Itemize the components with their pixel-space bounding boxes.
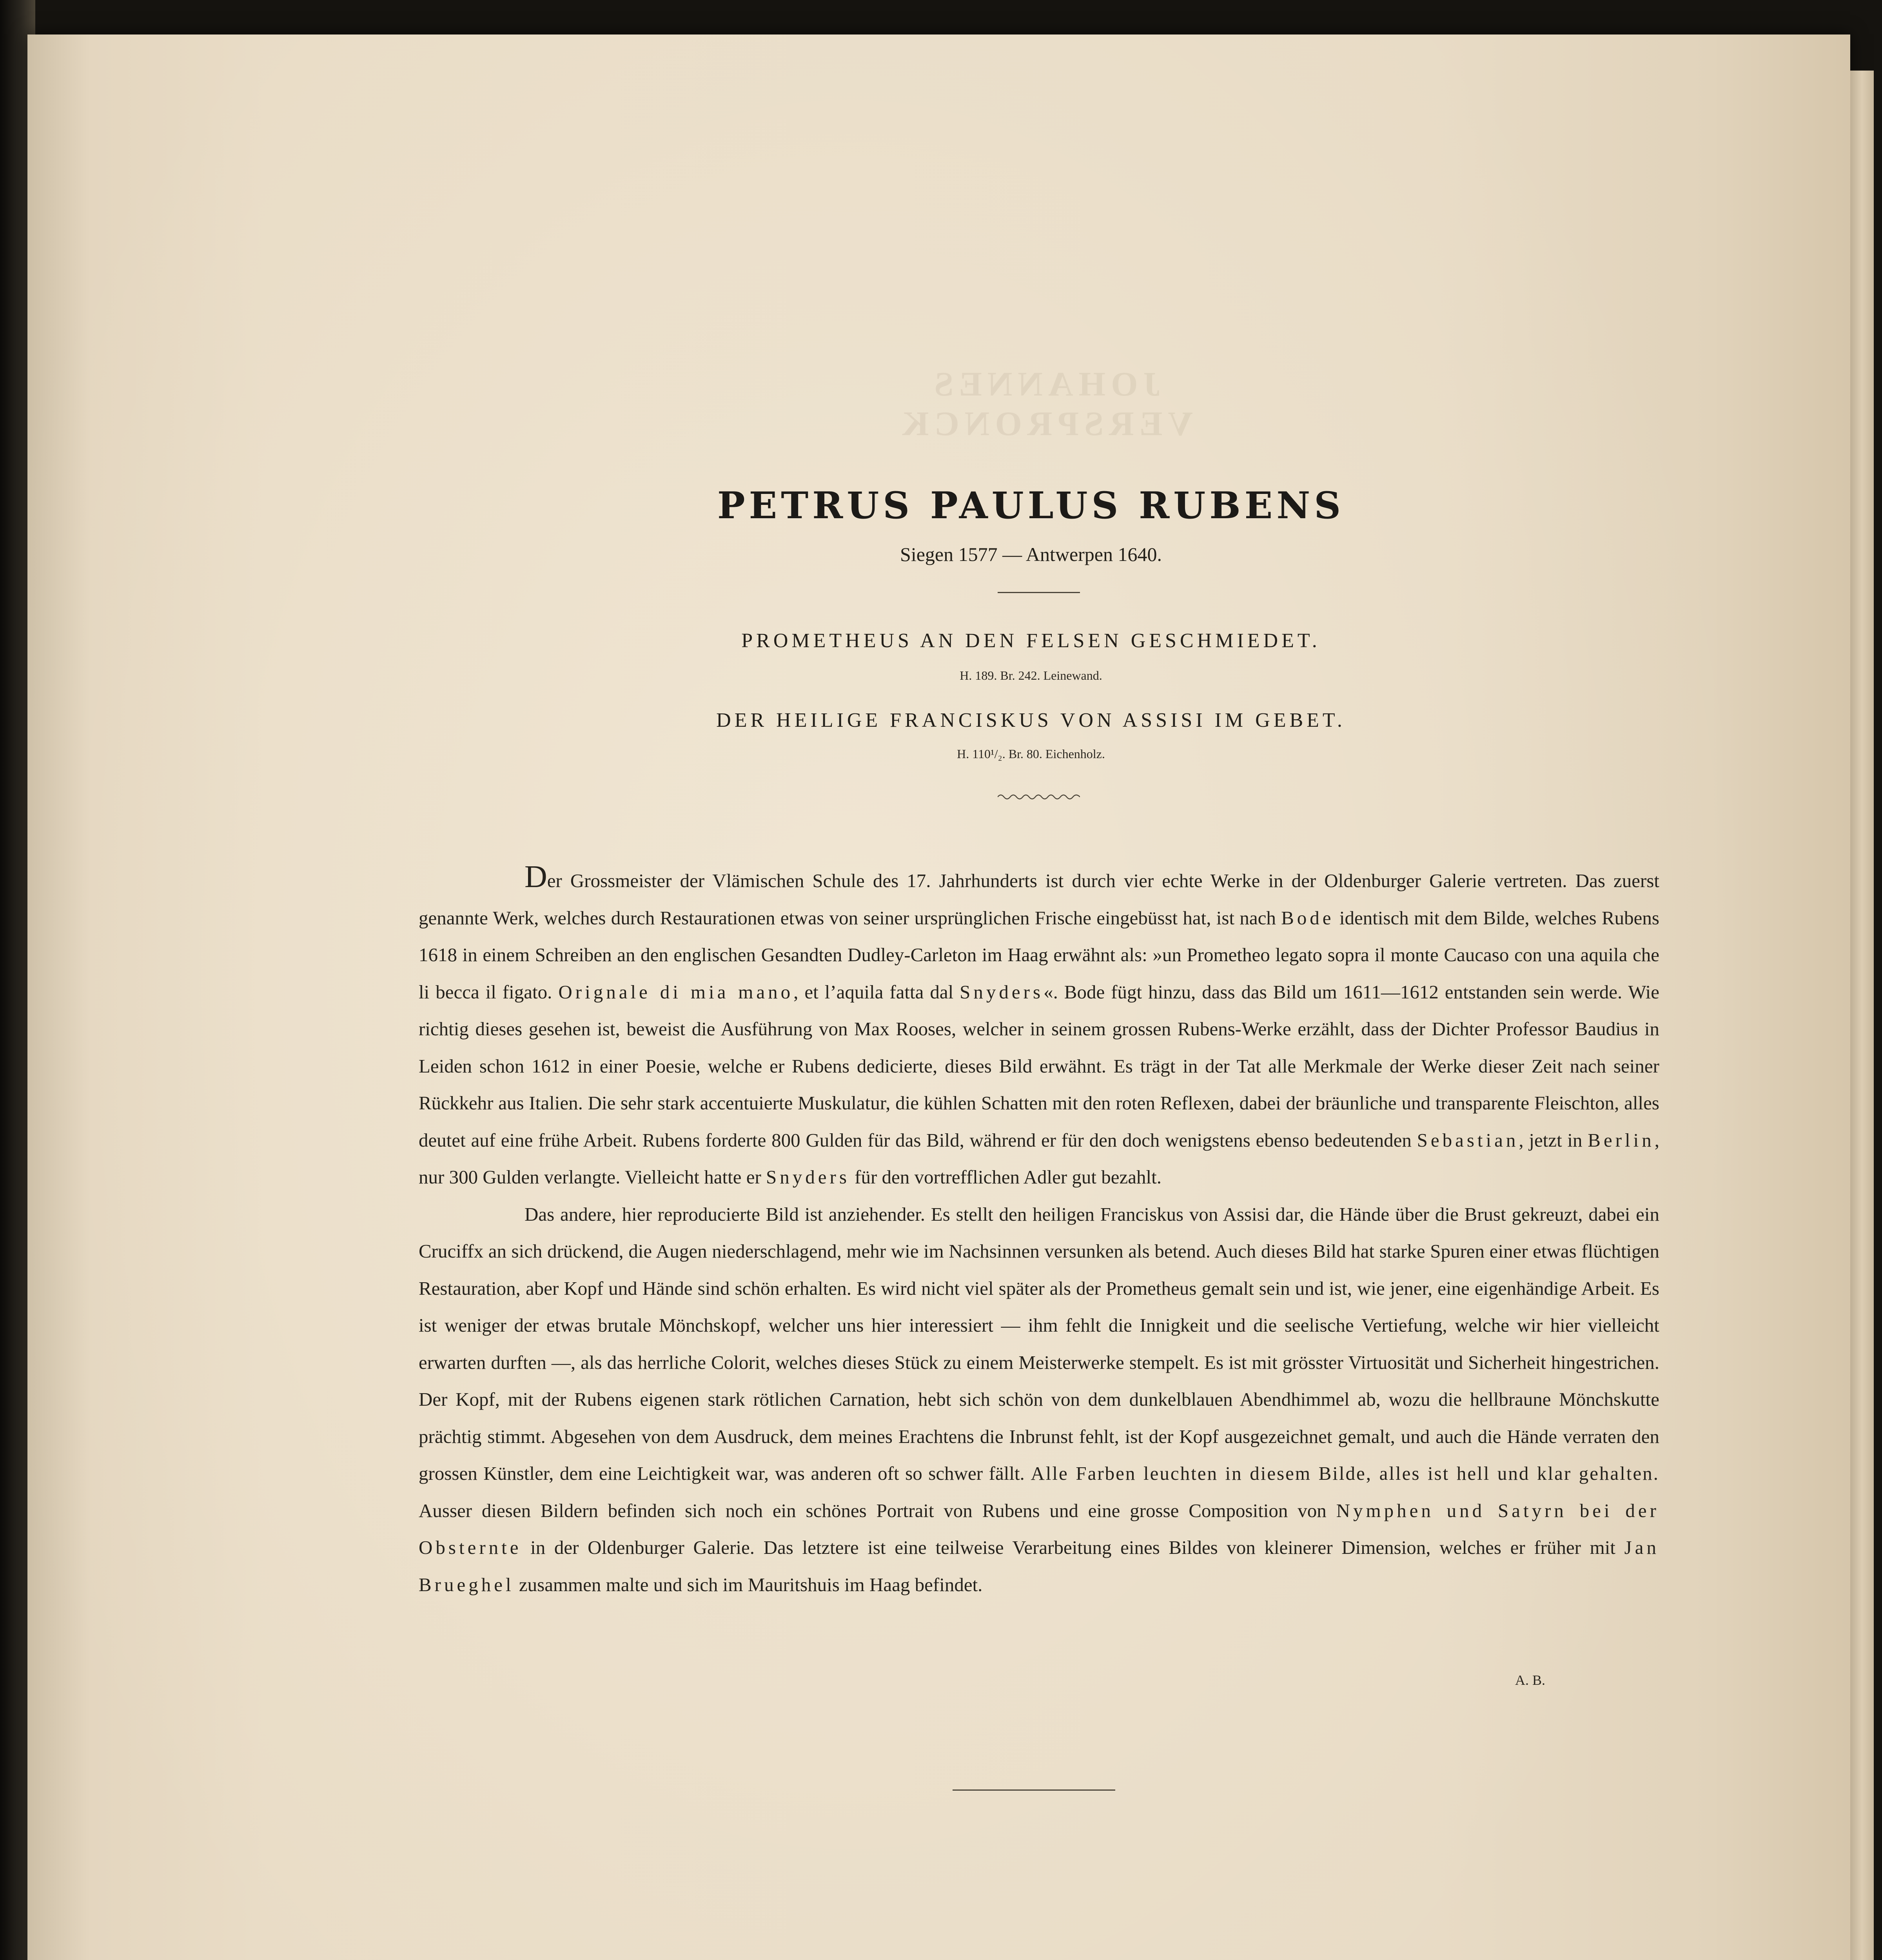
spaced-name: Bode	[1281, 907, 1334, 929]
paragraph-franciskus	[419, 1196, 1659, 1604]
text-run: Das andere, hier reproducierte Bild ist anziehender. Es stellt den heiligen Franciskus von Assisi dar, die Hände über die Brust gekreuzt, dabei ein Cruciffx an sich drückend, die Augen niederschlagend, mehr wie im Nachsinnen versunken als betend. Auch dieses Bild hat starke Spuren einer etwas flüchtigen Restauration, aber Kopf und Hände sind schön erhalten. Es wird nicht viel später als der Prometheus gemalt sein und ist, wie jener, eine eigenhändige Arbeit. Es ist weniger der etwas brutale Mönchskopf, welcher uns hier interessiert — ihm fehlt die Innigkeit und die seelische Vertiefung, welche wir hier vielleicht erwarten durften —, als das herrliche Colorit, welches dieses Stück zu einem Meisterwerke stempelt. Es ist mit grösster Virtuosität und Sicherheit hingestrichen. Der Kopf, mit der Rubens eigenen stark rötlichen Carnation, hebt sich schön von dem dunkelblauen Abendhimmel ab, wozu die hellbraune Mönchskutte prächtig stimmt. Abgesehen von dem Ausdruck, dem meines Erachtens die Inbrunst fehlt, ist der Kopf ausgezeichnet gemalt, und auch die Hände verraten den grossen Künstler, dem eine Leichtigkeit war, was anderen oft so schwer fällt.	[419, 1203, 1659, 1484]
text-run: zusammen malte und sich im Mauritshuis im Haag befindet.	[514, 1573, 983, 1595]
work-title-franciskus: DER HEILIGE FRANCISKUS VON ASSISI IM GEBET.	[716, 709, 1346, 731]
spaced-title: Nymphen und Satyrn bei der Obsternte	[419, 1499, 1659, 1558]
text-run: «. Bode fügt hinzu, dass das Bild um 1611—1612 entstanden sein werde. Wie richtig dieses gesehen ist, beweist die Ausführung von Max Rooses, welcher in seinem grossen Rubens-Werke erzählt, dass der Dichter Professor Baudius in Leiden schon 1612 in einer Poesie, welche er Rubens dedicierte, dieses Bild erwähnt. Es trägt in der Tat alle Merkmale der Werke dieser Zeit nach seiner Rückkehr aus Italien. Die sehr stark accentuierte Muskulatur, die kühlen Schatten mit den roten Reflexen, dabei der bräunliche und transparente Fleischton, alles deutet auf eine frühe Arbeit. Rubens forderte 800 Gulden für das Bild, während er für den doch wenigstens ebenso bedeutenden	[419, 981, 1659, 1151]
paragraph-prometheus	[419, 862, 1659, 1196]
title-divider	[998, 592, 1080, 593]
text-run: , et l’aquila fatta dal	[793, 981, 960, 1003]
page-title: PETRUS PAULUS RUBENS	[717, 484, 1345, 527]
text-run: für den vortrefflichen Adler gut bezahlt.	[849, 1166, 1162, 1188]
next-page-edge	[1850, 71, 1874, 1960]
work-meta-prometheus: H. 189. Br. 242. Leinewand.	[960, 668, 1102, 682]
spaced-name: Sebastian	[1417, 1129, 1519, 1151]
text-run: in der Oldenburger Galerie. Das letztere ist eine teilweise Verarbeitung eines Bildes von kleinerer Dimension, welches er früher mit	[521, 1537, 1624, 1558]
text-run: , jetzt in	[1519, 1129, 1588, 1151]
work-title-prometheus: PROMETHEUS AN DEN FELSEN GESCHMIEDET.	[741, 630, 1321, 652]
drop-cap: D	[524, 860, 547, 894]
end-divider	[953, 1789, 1115, 1791]
article-body	[419, 862, 1659, 1603]
bleed-through-text: JOHANNES VERSPRONCK	[896, 365, 1193, 443]
spaced-quote: Orignale di mia mano	[558, 981, 794, 1003]
artist-dates: Siegen 1577 — Antwerpen 1640.	[900, 543, 1162, 565]
text-run: identisch mit dem Bilde, welches Rubens 1618 in einem Schreiben an den englischen Gesandten Dudley-Carleton im Haag erwähnt als: »un Prometheo legato sopra il monte Caucaso con una aquila che li becca il figato.	[419, 907, 1659, 1003]
spaced-name: Jan Brueghel	[419, 1537, 1659, 1595]
text-run: , nur 300 Gulden verlangte. Vielleicht hatte er	[419, 1129, 1659, 1188]
spaced-name: Snyders	[766, 1166, 850, 1188]
spaced-name: Snyders	[960, 981, 1044, 1003]
wavy-ornament	[998, 791, 1080, 803]
author-initials: A. B.	[1515, 1672, 1546, 1688]
work-meta-franciskus: H. 110¹/₂. Br. 80. Eichenholz.	[957, 747, 1105, 761]
spaced-name: Berlin	[1588, 1129, 1655, 1151]
spaced-phrase: Alle Farben leuchten in diesem Bilde, alles ist hell und klar gehalten.	[1031, 1463, 1659, 1484]
text-run: er Grossmeister der Vlämischen Schule des 17. Jahrhunderts ist durch vier echte Werke in der Oldenburger Galerie vertreten. Das zuerst genannte Werk, welches durch Restaurationen etwas von seiner ursprünglichen Frische eingebüsst hat, ist nach	[419, 870, 1659, 929]
text-run: Ausser diesen Bildern befinden sich noch ein schönes Portrait von Rubens und eine grosse Composition von	[419, 1499, 1336, 1521]
